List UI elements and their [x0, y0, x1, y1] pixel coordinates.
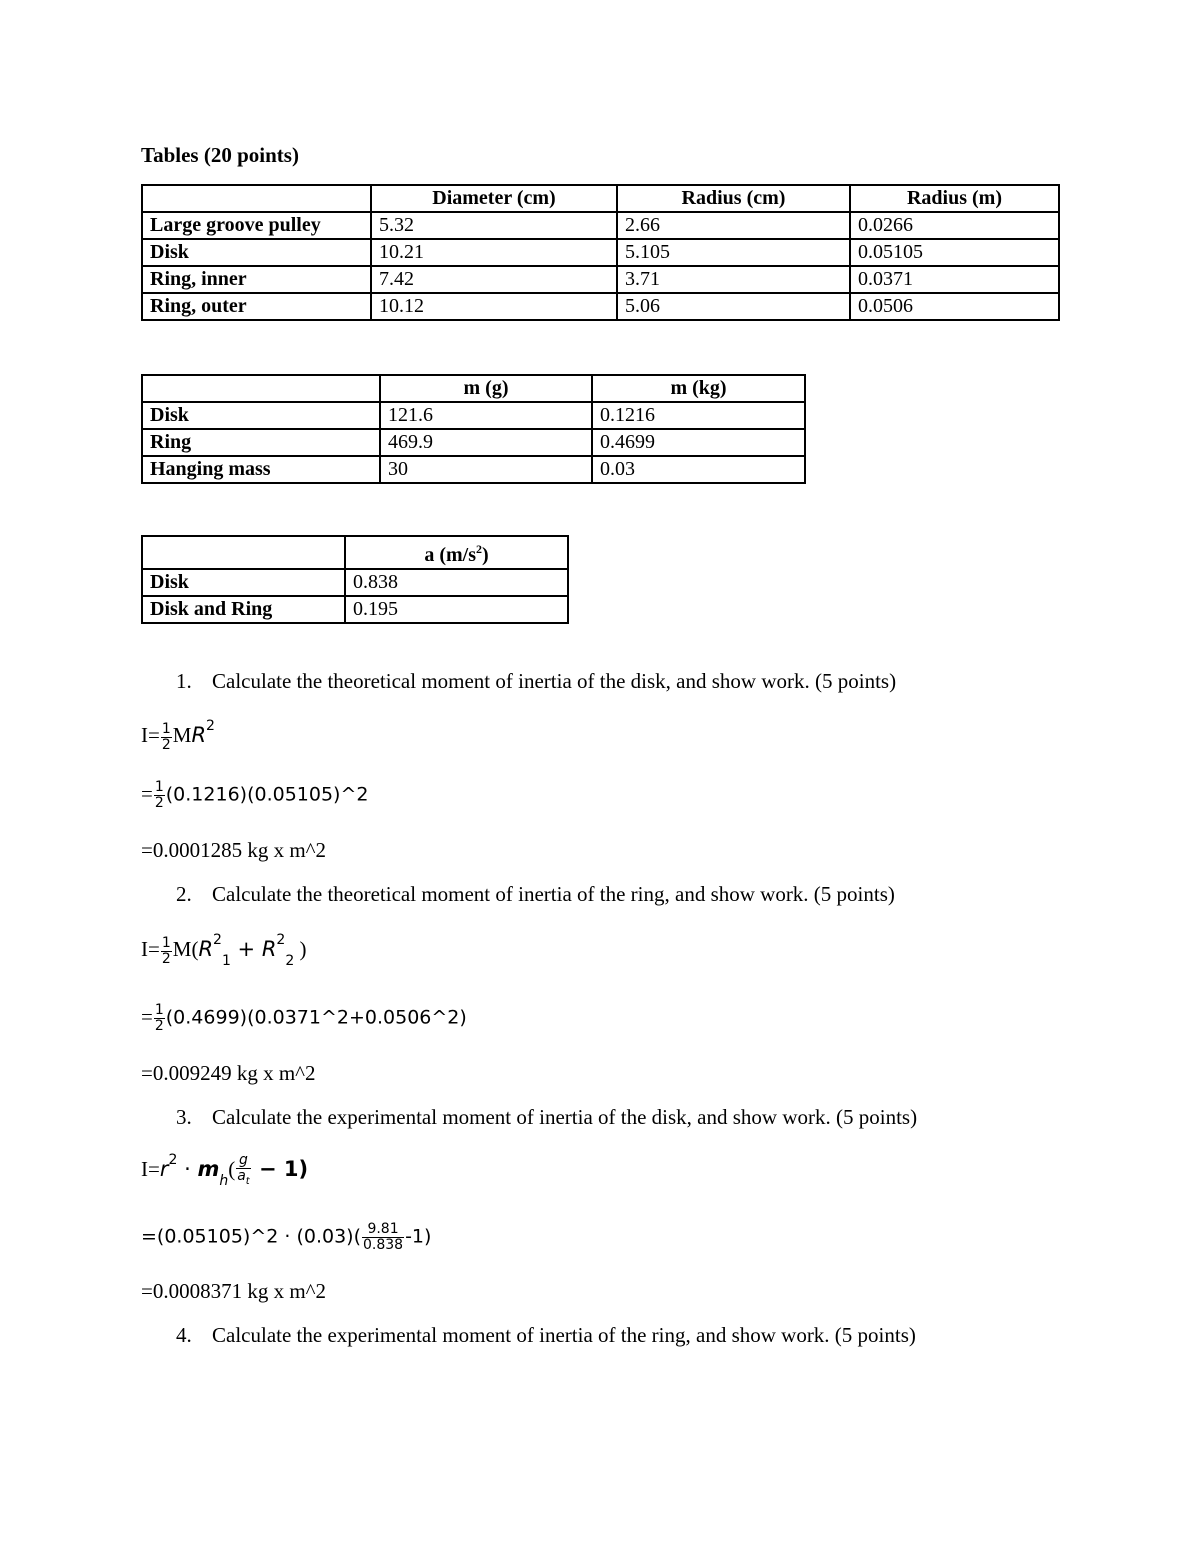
fraction: $\frac{1}{2}$	[154, 779, 164, 811]
table-row	[142, 266, 1059, 293]
row-label: Ring, inner	[142, 266, 371, 293]
table-row	[142, 212, 1059, 239]
page-heading: Tables (20 points)	[141, 143, 299, 167]
table-row	[142, 402, 805, 429]
fraction: $\frac{1}{2}$	[161, 720, 171, 753]
dimensions-table	[141, 184, 1060, 321]
fraction: $\frac{1}{2}$	[161, 934, 171, 967]
question-number: 2.	[176, 882, 192, 906]
q3-substitution: =(0.05105)^2 · (0.03)( $\frac{9.81}{0.838}$ -1)	[141, 1221, 432, 1253]
row-label: Hanging mass	[142, 456, 380, 483]
question-4	[176, 1323, 916, 1348]
table-cell: 0.838	[345, 569, 568, 596]
table-cell: 3.71	[617, 266, 850, 293]
question-text: Calculate the theoretical moment of inertia of the disk, and show work. (5 points)	[212, 669, 897, 693]
table-cell: 0.03	[592, 456, 805, 483]
row-label: Ring, outer	[142, 293, 371, 320]
table-cell: 469.9	[380, 429, 592, 456]
table-cell: 0.4699	[592, 429, 805, 456]
table-cell: 10.21	[371, 239, 617, 266]
table-cell: 0.195	[345, 596, 568, 623]
table-header-cell: m (kg)	[592, 375, 805, 402]
table-row	[142, 456, 805, 483]
question-1	[176, 669, 896, 694]
row-label: Disk	[142, 569, 345, 596]
question-text: Calculate the theoretical moment of inertia of the ring, and show work. (5 points)	[212, 882, 895, 906]
table-header-cell	[142, 185, 371, 212]
mass-table	[141, 374, 806, 484]
table-header-row	[142, 185, 1059, 212]
q1-substitution: = $\frac{1}{2}$ (0.1216)(0.05105)^2	[141, 779, 369, 811]
question-number: 4.	[176, 1323, 192, 1347]
q1-formula: I= $\frac{1}{2}$ $MR^2$	[141, 718, 215, 753]
q2-result: =0.009249 kg x m^2	[141, 1061, 316, 1085]
table-cell: 7.42	[371, 266, 617, 293]
question-2	[176, 882, 895, 907]
table-cell: 0.0371	[850, 266, 1059, 293]
table-header-cell: Diameter (cm)	[371, 185, 617, 212]
row-label: Large groove pulley	[142, 212, 371, 239]
table-row	[142, 596, 568, 623]
question-text: Calculate the experimental moment of inertia of the disk, and show work. (5 points)	[212, 1105, 918, 1129]
table-header-cell: Radius (m)	[850, 185, 1059, 212]
fraction: $\frac{g}{a_t}$	[237, 1152, 250, 1188]
table-cell: 10.12	[371, 293, 617, 320]
table-header-row	[142, 375, 805, 402]
q3-formula: $I=r^2 \cdot m_h$( $\frac{g}{a_t}$ − 1)	[141, 1152, 309, 1189]
q2-formula: I= $\frac{1}{2}$ $M(R^2_1 + R^2_2$ )	[141, 932, 307, 969]
table-header-row	[142, 536, 568, 569]
fraction: $\frac{9.81}{0.838}$	[362, 1221, 404, 1253]
acceleration-header: a $(m/s^2)$	[345, 536, 568, 569]
table-header-cell	[142, 536, 345, 569]
q2-substitution: = $\frac{1}{2}$ (0.4699)(0.0371^2+0.0506^2)	[141, 1002, 467, 1034]
acceleration-table	[141, 535, 569, 624]
row-label: Disk	[142, 239, 371, 266]
table-cell: 121.6	[380, 402, 592, 429]
row-label: Disk and Ring	[142, 596, 345, 623]
q1-result: =0.0001285 kg x m^2	[141, 838, 327, 862]
table-cell: 5.32	[371, 212, 617, 239]
table-header-cell	[142, 375, 380, 402]
table-cell: 2.66	[617, 212, 850, 239]
q3-result: =0.0008371 kg x m^2	[141, 1279, 327, 1303]
table-row	[142, 569, 568, 596]
question-text: Calculate the experimental moment of inertia of the ring, and show work. (5 points)	[212, 1323, 916, 1347]
table-cell: 30	[380, 456, 592, 483]
row-label: Disk	[142, 402, 380, 429]
table-header-cell: Radius (cm)	[617, 185, 850, 212]
question-3	[176, 1105, 917, 1130]
table-cell: 0.0266	[850, 212, 1059, 239]
table-cell: 5.105	[617, 239, 850, 266]
table-header-cell: m (g)	[380, 375, 592, 402]
row-label: Ring	[142, 429, 380, 456]
table-cell: 0.1216	[592, 402, 805, 429]
table-cell: 5.06	[617, 293, 850, 320]
table-row	[142, 239, 1059, 266]
table-cell: 0.05105	[850, 239, 1059, 266]
table-row	[142, 429, 805, 456]
question-number: 3.	[176, 1105, 192, 1129]
question-number: 1.	[176, 669, 192, 693]
table-cell: 0.0506	[850, 293, 1059, 320]
table-row	[142, 293, 1059, 320]
fraction: $\frac{1}{2}$	[154, 1002, 164, 1034]
